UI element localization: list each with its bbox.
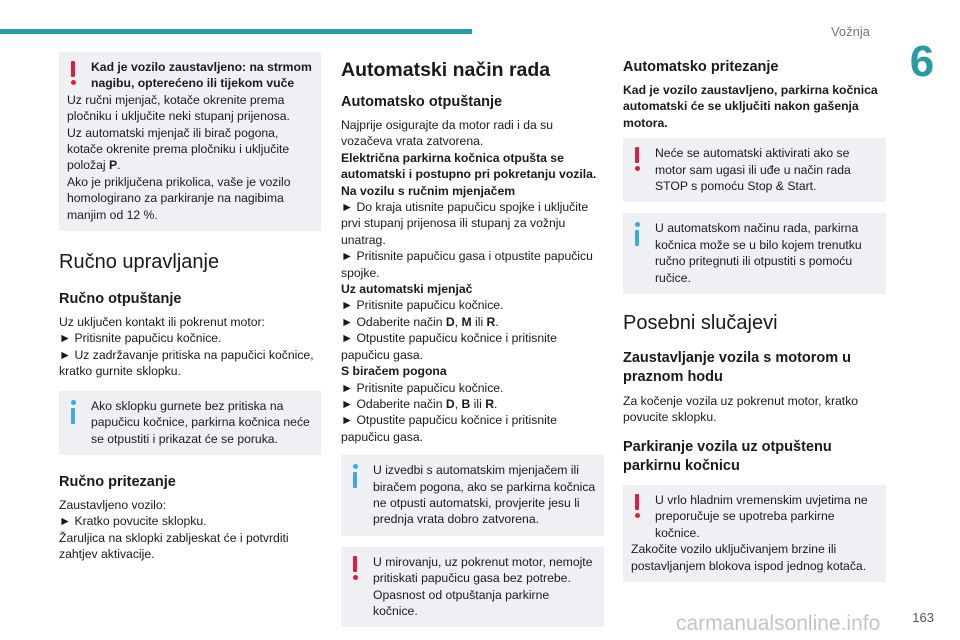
column-left	[59, 52, 321, 563]
heading-automatic-release: Automatsko otpuštanje	[341, 94, 503, 110]
manual-gearbox-heading: Na vozilu s ručnim mjenjačem	[341, 183, 516, 198]
warning-box-cold-weather: U vrlo hladnim vremenskim uvjetima ne preporučuje se upotreba parkirne kočnice. Zakočite vozilo uključivanjem brzine ili postavljanjem blokova ispod jednog kotača.	[623, 485, 886, 582]
auto-step-2: ► Odaberite način D, M ili R.	[341, 314, 499, 329]
chapter-number: 6	[909, 37, 935, 86]
column-right	[623, 58, 886, 582]
watermark-text: carmanualsonline.info	[676, 612, 881, 635]
page-number: 163	[912, 610, 934, 625]
selector-heading: S biračem pogona	[341, 364, 447, 379]
info-box-release: Ako sklopku gurnete bez pritiska na papučicu kočnice, parkirna kočnica neće se otpustiti i prikazat će se poruka.	[59, 391, 321, 455]
warning-icon	[633, 494, 641, 518]
apply-step-2: Žaruljica na sklopki zabljeskat će i potvrditi zahtjev aktivacije.	[59, 530, 289, 562]
info-icon	[69, 400, 77, 424]
heading-manual-control: Ručno upravljanje	[59, 251, 220, 274]
auto-step-3: ► Otpustite papučicu kočnice i pritisnite papučicu gasa.	[341, 331, 557, 362]
release-step-2: ► Uz zadržavanje pritiska na papučici kočnice, kratko gurnite sklopku.	[59, 347, 314, 379]
manual-step-1: ► Do kraja utisnite papučicu spojke i uključite prvi stupanj prijenosa ili stupanj za vožnju unatrag.	[341, 200, 589, 247]
info-box-doors: U izvedbi s automatskim mjenjačem ili biračem pogona, ako se parkirna kočnica ne otpusti automatski, provjerite jesu li prednja vrata dobro zatvorena.	[341, 455, 604, 536]
auto-intro: Najprije osigurajte da motor radi i da su vozačeva vrata zatvorena.	[341, 118, 554, 149]
manual-step-2: ► Pritisnite papučicu gasa i otpustite papučicu spojke.	[341, 249, 593, 280]
heading-manual-release: Ručno otpuštanje	[59, 291, 182, 308]
apply-intro: Zaustavljeno vozilo:	[59, 497, 167, 512]
warning-icon	[69, 61, 77, 85]
warning-text-manual: Uz ručni mjenjač, kotače okrenite prema pločniku i uključite neki stupanj prijenosa.	[67, 92, 290, 124]
auto-gearbox-heading: Uz automatski mjenjač	[341, 282, 473, 297]
selector-step-3: ► Otpustite papučicu kočnice i pritisnite papučicu gasa.	[341, 413, 557, 444]
header-accent-bar	[0, 29, 472, 34]
selector-step-2: ► Odaberite način D, B ili R.	[341, 396, 498, 411]
heading-special-cases: Posebni slučajevi	[623, 312, 778, 335]
auto-apply-statement: Kad je vozilo zaustavljeno, parkirna kočnica automatski će se uključiti nakon gašenja motora.	[623, 83, 878, 130]
warning-box-accelerator: U mirovanju, uz pokrenut motor, nemojte pritiskati papučicu gasa bez potrebe. Opasnost od otpuštanja parkirne kočnice.	[341, 547, 604, 628]
heading-idle-stop: Zaustavljanje vozila s motorom u praznom hodu	[623, 350, 852, 386]
info-icon	[633, 222, 641, 246]
info-box-lever: U automatskom načinu rada, parkirna kočnica može se u bilo kojem trenutku ručno pritegnuti ili otpustiti s pomoću ručice.	[623, 213, 886, 294]
warning-text-trailer: Ako je priključena prikolica, vaše je vozilo homologirano za parkiranje na nagibima manjim od 12 %.	[67, 174, 291, 222]
warning-icon	[351, 556, 359, 580]
heading-park-released: Parkiranje vozila uz otpuštenu parkirnu kočnicu	[623, 438, 832, 474]
warning-box-stop-start: Neće se automatski aktivirati ako se motor sam ugasi ili uđe u način rada STOP s pomoću Stop & Start.	[623, 138, 886, 202]
heading-automatic-mode: Automatski način rada	[341, 59, 551, 81]
section-title: Vožnja	[830, 24, 870, 39]
warning-text-auto: Uz automatski mjenjač ili birač pogona, kotače okrenite prema pločniku i uključite položaj P.	[67, 125, 290, 173]
auto-step-1: ► Pritisnite papučicu kočnice.	[341, 298, 504, 313]
apply-step-1: ► Kratko povucite sklopku.	[59, 514, 207, 529]
heading-manual-apply: Ručno pritezanje	[59, 473, 176, 490]
selector-step-1: ► Pritisnite papučicu kočnice.	[341, 380, 504, 395]
release-intro: Uz uključen kontakt ili pokrenut motor:	[59, 315, 265, 330]
warning-lead: Kad je vozilo zaustavljeno: na strmom nagibu, opterećeno ili tijekom vuče	[91, 60, 312, 91]
warning-icon	[633, 147, 641, 171]
column-middle	[341, 58, 604, 627]
idle-text: Za kočenje vozila uz pokrenut motor, kratko povucite sklopku.	[623, 394, 859, 425]
info-icon	[351, 464, 359, 488]
release-step-1: ► Pritisnite papučicu kočnice.	[59, 331, 222, 346]
auto-bold-statement: Električna parkirna kočnica otpušta se automatski i postupno pri pokretanju vozila.	[341, 150, 597, 182]
heading-automatic-apply: Automatsko pritezanje	[623, 59, 779, 75]
warning-box-parking-slope	[59, 52, 321, 231]
